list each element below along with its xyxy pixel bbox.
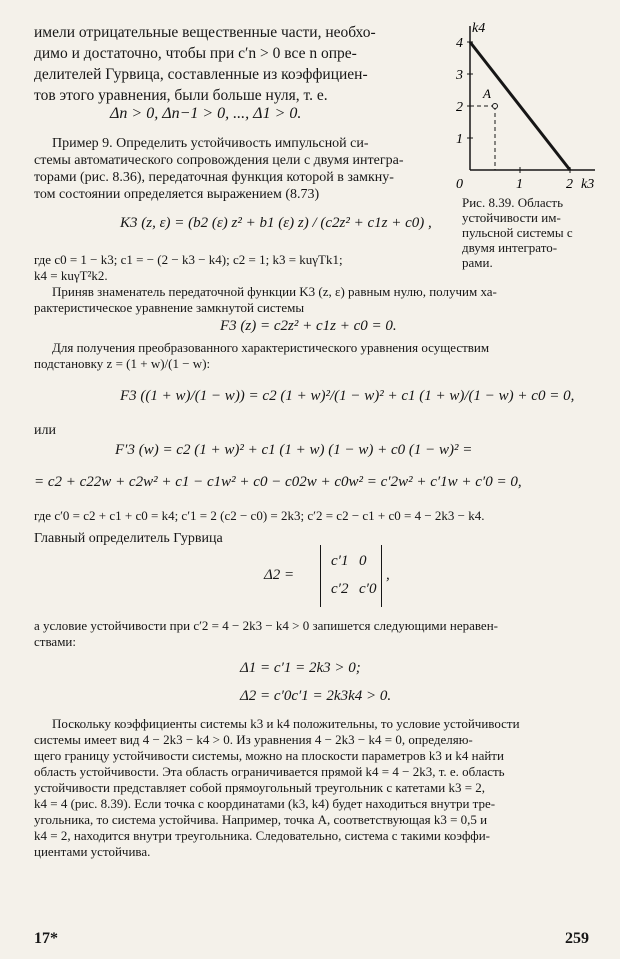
coefficients-line: k4 = kuγT²k2. xyxy=(34,268,108,283)
signature-mark: 17* xyxy=(34,930,58,947)
x-axis-label: k3 xyxy=(581,177,595,192)
primes-line: где c′0 = c2 + c1 + c0 = k4; c′1 = 2 (c2 − c0) = 2k3; c′2 = c2 − c1 + c0 = 4 − 2k3 − k4. xyxy=(34,508,485,523)
y-axis-label: k4 xyxy=(472,21,486,36)
y-tick-label: 2 xyxy=(456,100,463,115)
transfer-function-equation: K3 (z, ε) = (b2 (ε) z² + b1 (ε) z) / (c2z² + c1z + c0) , xyxy=(120,215,432,231)
delta1-inequality: Δ1 = c′1 = 2k3 > 0; xyxy=(240,660,361,676)
conclusion-line: k4 = 4 (рис. 8.39). Если точка с координатами (k3, k4) будет находиться внутри тре- xyxy=(34,796,496,811)
transformed-equation: F3 ((1 + w)/(1 − w)) = c2 (1 + w)²/(1 − w)² + c1 (1 + w)/(1 − w) + c0 = 0, xyxy=(120,388,575,404)
caption-line: пульсной системы с xyxy=(462,225,573,240)
page-number: 259 xyxy=(565,930,589,947)
example-line: торами (рис. 8.36), передаточная функция которой в замкну- xyxy=(34,170,394,185)
determinant-lhs: Δ2 = xyxy=(264,567,295,583)
y-tick-label: 3 xyxy=(456,68,463,83)
origin-label: 0 xyxy=(456,177,463,192)
conclusion-line: угольника, то система устойчива. Например, точка A, соответствующая k3 = 0,5 и xyxy=(34,812,488,827)
conclusion-line: щего границу устойчивости системы, можно на плоскости параметров k3 и k4 найти xyxy=(34,748,504,763)
conclusion-line: область устойчивости. Эта область ограничивается прямой k4 = 4 − 2k3, т. е. область xyxy=(34,764,505,779)
characteristic-equation: F3 (z) = c2z² + c1z + c0 = 0. xyxy=(220,318,397,334)
caption-line: рами. xyxy=(462,255,493,270)
conclusion-line: системы имеет вид 4 − 2k3 − k4 > 0. Из уравнения 4 − 2k3 − k4 = 0, определяю- xyxy=(34,732,473,747)
expansion-equation: F′3 (w) = c2 (1 + w)² + c1 (1 + w) (1 − w) + c0 (1 − w)² = xyxy=(115,442,473,458)
stability-line: ствами: xyxy=(34,634,76,649)
conclusion-line: k4 = 2, находится внутри треугольника. Следовательно, система с такими коэффи- xyxy=(34,828,490,843)
intro-line: делителей Гурвица, составленные из коэффициен- xyxy=(34,66,368,83)
determinant-entry: c′0 xyxy=(359,581,377,597)
point-a-label: A xyxy=(483,86,491,101)
ili-word: или xyxy=(34,423,56,438)
intro-line: имели отрицательные вещественные части, необхо- xyxy=(34,24,376,41)
hurwitz-determinant xyxy=(320,545,382,607)
determinant-entry: c′1 xyxy=(331,553,349,569)
point-a-marker xyxy=(493,104,498,109)
stability-line: а условие устойчивости при c′2 = 4 − 2k3 − k4 > 0 запишется следующими неравен- xyxy=(34,618,498,633)
intro-line: тов этого уравнения, были больше нуля, т. е. xyxy=(34,87,328,104)
delta2-inequality: Δ2 = c′0c′1 = 2k3k4 > 0. xyxy=(240,688,392,704)
caption-line: Рис. 8.39. Область xyxy=(462,195,564,210)
example-line: том состоянии определяется выражением (8.73) xyxy=(34,187,320,202)
conclusion-line: устойчивости представляет собой прямоугольный треугольник с катетами k3 = 2, xyxy=(34,780,486,795)
y-tick-label: 4 xyxy=(456,36,463,51)
example-line: стемы автоматического сопровождения цели с двумя интегра- xyxy=(34,153,404,168)
x-tick-label: 2 xyxy=(566,177,573,192)
intro-line: димо и достаточно, чтобы при c′n > 0 все n опре- xyxy=(34,45,357,62)
denominator-line: рактеристическое уравнение замкнутой системы xyxy=(34,300,305,315)
figure-caption xyxy=(462,195,592,270)
stability-region-figure xyxy=(440,20,600,195)
x-tick-label: 1 xyxy=(516,177,523,192)
conclusion-line: Поскольку коэффициенты системы k3 и k4 положительны, то условие устойчивости xyxy=(52,716,520,731)
inequality-chain: Δn > 0, Δn−1 > 0, ..., Δ1 > 0. xyxy=(110,105,302,122)
substitution-line: Для получения преобразованного характеристического уравнения осуществим xyxy=(52,340,490,355)
caption-line: двумя интеграто- xyxy=(462,240,558,255)
coefficients-line: где c0 = 1 − k3; c1 = − (2 − k3 − k4); c2 = 1; k3 = kuγTk1; xyxy=(34,252,343,267)
determinant-entry: c′2 xyxy=(331,581,349,597)
determinant-comma: , xyxy=(386,567,390,583)
hurwitz-heading: Главный определитель Гурвица xyxy=(34,531,223,546)
caption-line: устойчивости им- xyxy=(462,210,561,225)
substitution-line: подстановку z = (1 + w)/(1 − w): xyxy=(34,356,211,371)
example-line: Пример 9. Определить устойчивость импульсной си- xyxy=(52,136,369,151)
conclusion-line: циентами устойчива. xyxy=(34,844,151,859)
denominator-line: Приняв знаменатель передаточной функции K3 (z, ε) равным нулю, получим ха- xyxy=(52,284,497,299)
expansion-equation: = c2 + c22w + c2w² + c1 − c1w² + c0 − c02w + c0w² = c′2w² + c′1w + c′0 = 0, xyxy=(34,474,522,490)
determinant-entry: 0 xyxy=(359,553,367,569)
y-tick-label: 1 xyxy=(456,132,463,147)
